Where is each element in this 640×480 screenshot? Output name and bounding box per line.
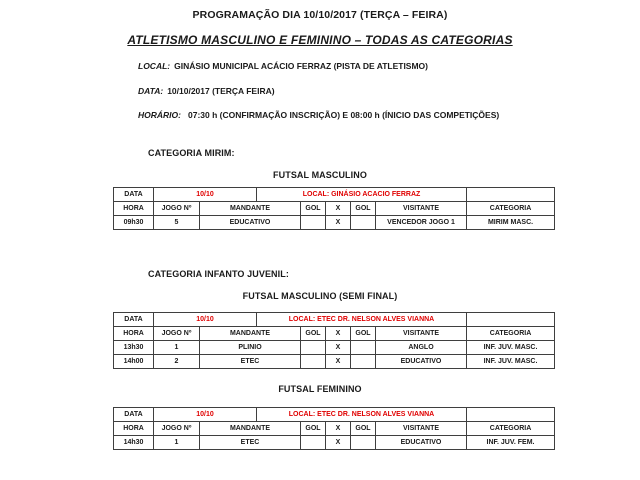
mandante-header-cell: MANDANTE bbox=[200, 422, 301, 436]
column-header-row bbox=[114, 422, 555, 436]
date-row-label: DATA bbox=[114, 408, 154, 422]
schedule-table-futsal-masculino-semifinal bbox=[113, 312, 555, 369]
jogo-header-cell: JOGO Nº bbox=[154, 202, 200, 216]
gol-cell bbox=[351, 355, 376, 369]
data-label: DATA: bbox=[138, 86, 164, 96]
date-row-label: DATA bbox=[114, 313, 154, 327]
table-caption-futsal-masculino: FUTSAL MASCULINO bbox=[273, 170, 367, 180]
categoria-cell: INF. JUV. MASC. bbox=[467, 341, 555, 355]
schedule-table-futsal-feminino bbox=[113, 407, 555, 450]
gol-cell bbox=[301, 436, 326, 450]
mandante-header-cell: MANDANTE bbox=[200, 202, 301, 216]
mandante-cell: PLINIO bbox=[200, 341, 301, 355]
local-cell: LOCAL: GINÁSIO ACACIO FERRAZ bbox=[257, 188, 467, 202]
visitante-header-cell: VISITANTE bbox=[376, 422, 467, 436]
x-header-cell: X bbox=[326, 422, 351, 436]
mandante-cell: EDUCATIVO bbox=[200, 216, 301, 230]
info-line-data bbox=[138, 86, 275, 96]
visitante-header-cell: VISITANTE bbox=[376, 327, 467, 341]
hora-cell: 09h30 bbox=[114, 216, 154, 230]
date-row bbox=[114, 188, 555, 202]
mandante-header-cell: MANDANTE bbox=[200, 327, 301, 341]
date-cell: 10/10 bbox=[154, 188, 257, 202]
date-row-label: DATA bbox=[114, 188, 154, 202]
spacer-cell bbox=[467, 408, 555, 422]
gol-header-cell: GOL bbox=[301, 422, 326, 436]
gol-cell bbox=[301, 341, 326, 355]
mandante-cell: ETEC bbox=[200, 355, 301, 369]
match-row bbox=[114, 436, 555, 450]
jogo-cell: 1 bbox=[154, 341, 200, 355]
date-row bbox=[114, 408, 555, 422]
hora-header-cell: HORA bbox=[114, 422, 154, 436]
date-cell: 10/10 bbox=[154, 408, 257, 422]
info-line-local bbox=[138, 61, 428, 71]
gol-cell bbox=[301, 216, 326, 230]
date-row bbox=[114, 313, 555, 327]
local-label: LOCAL: bbox=[138, 61, 171, 71]
horario-value: 07:30 h (CONFIRMAÇÃO INSCRIÇÃO) E 08:00 h (ÍNICIO DAS COMPETIÇÕES) bbox=[187, 110, 500, 120]
jogo-cell: 5 bbox=[154, 216, 200, 230]
categoria-cell: INF. JUV. MASC. bbox=[467, 355, 555, 369]
visitante-cell: ANGLO bbox=[376, 341, 467, 355]
local-cell: LOCAL: ETEC DR. NELSON ALVES VIANNA bbox=[257, 408, 467, 422]
categoria-cell: MIRIM MASC. bbox=[467, 216, 555, 230]
match-row bbox=[114, 355, 555, 369]
info-line-horario bbox=[138, 110, 499, 120]
spacer-cell bbox=[467, 313, 555, 327]
match-row bbox=[114, 216, 555, 230]
spacer-cell bbox=[467, 188, 555, 202]
column-header-row bbox=[114, 327, 555, 341]
x-header-cell: X bbox=[326, 327, 351, 341]
x-header-cell: X bbox=[326, 202, 351, 216]
column-header-row bbox=[114, 202, 555, 216]
section-heading-mirim: CATEGORIA MIRIM: bbox=[148, 148, 235, 158]
table-caption-futsal-masculino-semifinal: FUTSAL MASCULINO (SEMI FINAL) bbox=[242, 291, 398, 301]
x-marker-cell: X bbox=[326, 216, 351, 230]
hora-cell: 14h30 bbox=[114, 436, 154, 450]
hora-cell: 14h00 bbox=[114, 355, 154, 369]
hora-header-cell: HORA bbox=[114, 202, 154, 216]
hora-cell: 13h30 bbox=[114, 341, 154, 355]
visitante-cell: EDUCATIVO bbox=[376, 355, 467, 369]
x-marker-cell: X bbox=[326, 355, 351, 369]
section-heading-infanto-juvenil: CATEGORIA INFANTO JUVENIL: bbox=[148, 269, 289, 279]
data-value: 10/10/2017 (TERÇA FEIRA) bbox=[167, 86, 275, 96]
jogo-cell: 1 bbox=[154, 436, 200, 450]
categoria-cell: INF. JUV. FEM. bbox=[467, 436, 555, 450]
gol-header-cell: GOL bbox=[301, 202, 326, 216]
match-row bbox=[114, 341, 555, 355]
categoria-header-cell: CATEGORIA bbox=[467, 202, 555, 216]
visitante-header-cell: VISITANTE bbox=[376, 202, 467, 216]
gol-header-cell: GOL bbox=[351, 327, 376, 341]
gol-header-cell: GOL bbox=[301, 327, 326, 341]
page-title: PROGRAMAÇÃO DIA 10/10/2017 (TERÇA – FEIRA) bbox=[192, 9, 448, 21]
gol-cell bbox=[351, 341, 376, 355]
visitante-cell: VENCEDOR JOGO 1 bbox=[376, 216, 467, 230]
gol-cell bbox=[351, 436, 376, 450]
horario-label: HORÁRIO: bbox=[138, 110, 181, 120]
mandante-cell: ETEC bbox=[200, 436, 301, 450]
jogo-header-cell: JOGO Nº bbox=[154, 422, 200, 436]
gol-header-cell: GOL bbox=[351, 422, 376, 436]
x-marker-cell: X bbox=[326, 341, 351, 355]
local-value: GINÁSIO MUNICIPAL ACÁCIO FERRAZ (PISTA DE ATLETISMO) bbox=[174, 61, 429, 71]
jogo-cell: 2 bbox=[154, 355, 200, 369]
jogo-header-cell: JOGO Nº bbox=[154, 327, 200, 341]
page-subtitle: ATLETISMO MASCULINO E FEMININO – TODAS AS CATEGORIAS bbox=[127, 33, 513, 47]
categoria-header-cell: CATEGORIA bbox=[467, 327, 555, 341]
gol-cell bbox=[351, 216, 376, 230]
hora-header-cell: HORA bbox=[114, 327, 154, 341]
visitante-cell: EDUCATIVO bbox=[376, 436, 467, 450]
date-cell: 10/10 bbox=[154, 313, 257, 327]
x-marker-cell: X bbox=[326, 436, 351, 450]
gol-header-cell: GOL bbox=[351, 202, 376, 216]
gol-cell bbox=[301, 355, 326, 369]
table-caption-futsal-feminino: FUTSAL FEMININO bbox=[278, 384, 362, 394]
schedule-table-futsal-masculino bbox=[113, 187, 555, 230]
local-cell: LOCAL: ETEC DR. NELSON ALVES VIANNA bbox=[257, 313, 467, 327]
categoria-header-cell: CATEGORIA bbox=[467, 422, 555, 436]
